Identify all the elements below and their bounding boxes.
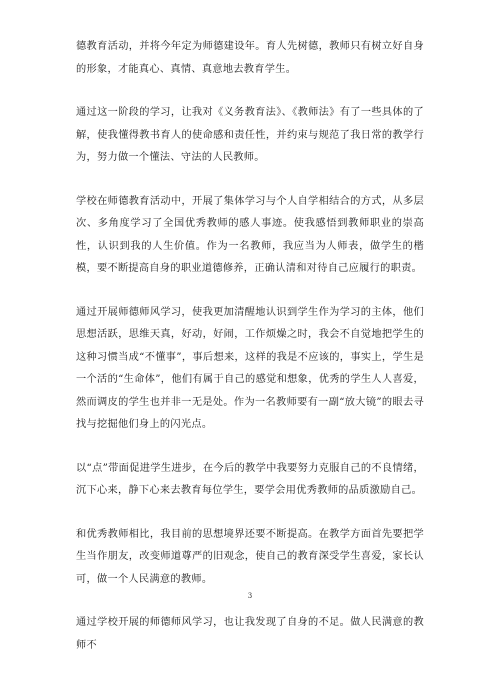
page-number: 3 <box>247 592 253 600</box>
paragraph: 通过学校开展的师德师风学习，也让我发现了自身的不足。做人民满意的教师不 <box>76 617 424 651</box>
paragraph: 通过开展师德师风学习，使我更加清醒地认识到学生作为学习的主体，他们思想活跃，思维天真，好动，好闹，工作烦燥之时，我会不自觉地把学生的这种习惯当成“不懂事”，事后想来，这样的我是不应该的，事实上，学生是一个活的“生命体”，他们有属于自己的感觉和想象，优秀的学生人人喜爱，然而调皮的学生也并非一无是处。作为一名教师要有一副“放大镜”的眼去寻找与挖掘他们身上的闪光点。 <box>76 306 424 430</box>
document-body <box>76 36 424 678</box>
paragraph: 以“点”带面促进学生进步，在今后的教学中我要努力克服自己的不良情绪，沉下心来，静下心来去教育每位学生，要学会用优秀教师的品质激励自己。 <box>76 462 424 496</box>
paragraph: 德教育活动，并将今年定为师德建设年。育人先树德，教师只有树立好自身的形象，才能真心、真情、真意地去教育学生。 <box>76 41 424 75</box>
paragraph: 和优秀教师相比，我目前的思想境界还要不断提高。在教学方面首先要把学生当作朋友，改变师道尊严的旧观念，使自己的教育深受学生喜爱，家长认可，做一个人民满意的教师。 <box>76 528 424 585</box>
paragraph: 通过这一阶段的学习，让我对《义务教育法》、《教师法》有了一些具体的了解，使我懂得教书育人的使命感和责任性，并约束与规范了我日常的教学行为，努力做一个懂法、守法的人民教师。 <box>76 107 424 163</box>
paragraph: 学校在师德教育活动中，开展了集体学习与个人自学相结合的方式，从多层次、多角度学习了全国优秀教师的感人事迹。使我感悟到教师职业的崇高性，认识到我的人生价值。作为一名教师，我应当为人师表，做学生的楷模，要不断提高自身的职业道德修养，正确认清和对待自己应履行的职责。 <box>76 195 424 274</box>
